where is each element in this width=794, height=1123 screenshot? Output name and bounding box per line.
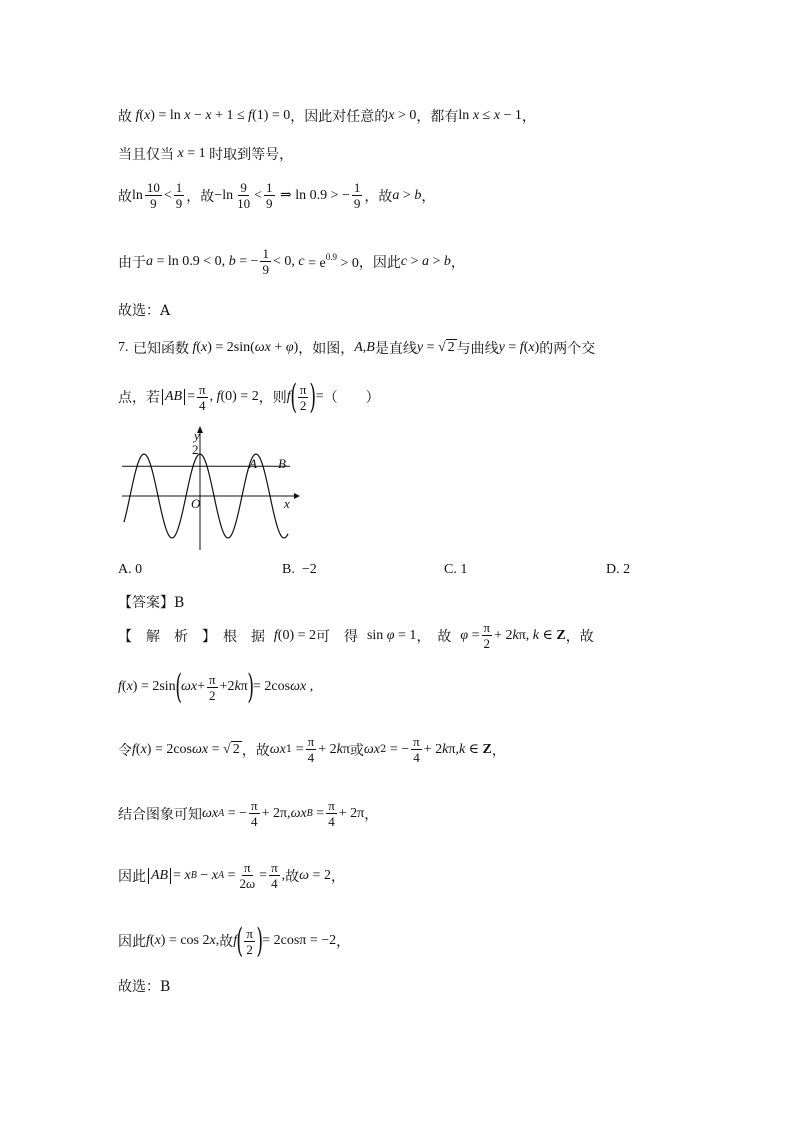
question-7-line-1: 7. 已知函数 f ( x ) = 2sin( ωx + φ ) ，如图， A , B 是直线 y = √ 2 与曲线 y = f ( x ) 的两个交 [118,340,596,357]
text: 故 [219,934,234,950]
text: ，都有 [416,109,459,125]
text: 因此 [118,934,146,950]
choice-b [282,562,317,578]
sine-graph-figure [118,424,303,556]
text: 时取到等号， [209,147,294,163]
solution-line-3: 令 f ( x ) = 2cos ωx = √ 2 ，故 ωx 1 = $\frac{\pi}{4}$ + 2 k π 或 ωx 2 = − $\frac{\pi}{4}$ + 2 k π, k ∈ Z ， [118,734,506,765]
line-3: 故 ln 10 9 < 1 9 ，故 −ln 9 10 < 1 9 ⇒ ln 0.9 > − $\frac{1}{9}$ ，故 a > b ， [118,180,436,211]
y-axis-label: y [194,428,200,443]
text: ， [491,742,506,759]
point-a-label: A [249,456,257,471]
solution-line-4: 结合图象可知 ωx A = − $\frac{\pi}{4}$ + 2π, ωx B = $\frac{\pi}{4}$ + 2π ， [118,798,379,829]
line-5 [118,300,170,320]
line-4: 由于 a = ln 0.9 < 0, b = − $\frac{1}{9}$ < 0, c = $e^{0.9} > 0$ ，因此 c > a > b ， [118,246,465,277]
text: ， [336,934,351,950]
text: ，则 [258,390,287,406]
text: 因此 [118,868,146,885]
answer-line [118,592,184,612]
text: ，如图， [298,341,355,357]
text: ， [421,188,436,205]
text: （ ） [323,390,380,406]
text: ，因此 [358,254,401,271]
text: ， [330,868,345,885]
text: 点，若 [118,390,160,406]
text: ， [450,254,465,271]
question-number: 7. [118,340,129,355]
origin-label: O [191,496,201,511]
solution-line-5: 因此 AB = x B − x A = $\frac{\pi}{2\omega}$ = $\frac{\pi}{4}$ , 故 ω = 2 ， [118,860,345,891]
choice-d: D. 2 [606,562,631,577]
text: 故选：A [118,303,171,319]
x-axis-arrow [294,493,300,499]
answer-label: 【答案】B [118,595,185,611]
question-7-line-2: 点，若 AB = $\frac{\pi}{4}$ , f (0) = 2 ，则 f ( π 2 ) = （ ） [118,377,380,417]
text: 故 [118,188,132,205]
text: 与曲线 [456,341,499,357]
text: 可 得 [316,628,359,645]
text: ， [364,806,379,823]
text: 的两个交 [539,341,596,357]
text: ，故 [186,188,215,205]
choice-b-letter: B. [282,562,295,577]
line-2: 当且仅当 x = 1 时取到等号， [118,146,294,163]
choice-a: A. 0 [118,562,143,577]
text: 由于 [118,254,146,271]
text: 故选：B [118,979,171,995]
text: ， [521,109,536,125]
text: 结合图象可知 [118,806,202,823]
text: ，故 [565,628,594,645]
solution-line-2: f ( x ) = 2sin ( ωx + $\frac{\pi}{2}$ +2 k π ) = 2cos ωx , [118,667,314,707]
text: 或 [349,742,364,759]
text: 已知函数 [132,341,189,357]
text: ，因此对任意的 [290,109,389,125]
text: 故 [285,868,300,885]
text: 是直线 [374,341,417,357]
text: 当且仅当 [118,147,174,163]
choice-c: C. 1 [444,562,468,577]
point-b-label: B [278,456,286,471]
text: ，故 [241,742,270,759]
text: ， 故 [416,628,452,645]
text: 令 [118,742,132,759]
solution-line-1: 【 解 析 】 根 据 f (0) = 2 可 得 sin φ = 1 ， 故 φ = $\frac{\pi}{2}$ + 2 k π, k ∈ Z ，故 [118,620,594,651]
solution-line-7 [118,976,170,996]
tick-label-2: 2 [192,442,199,457]
text: 【 解 析 】 根 据 [118,628,265,645]
line-1: 故 f ( x ) = ln x − x + 1 ≤ f (1) = 0 ，因此对任意的 x > 0 ，都有 ln x ≤ x − 1 ， [118,108,536,125]
text: 故 [118,109,132,125]
x-axis-label: x [284,496,290,511]
text: ，故 [364,188,393,205]
solution-line-6: 因此 f ( x ) = cos 2 x , 故 f ( π 2 ) = 2cosπ = −2 ， [118,921,351,961]
choice-b-value: −2 [301,562,317,577]
